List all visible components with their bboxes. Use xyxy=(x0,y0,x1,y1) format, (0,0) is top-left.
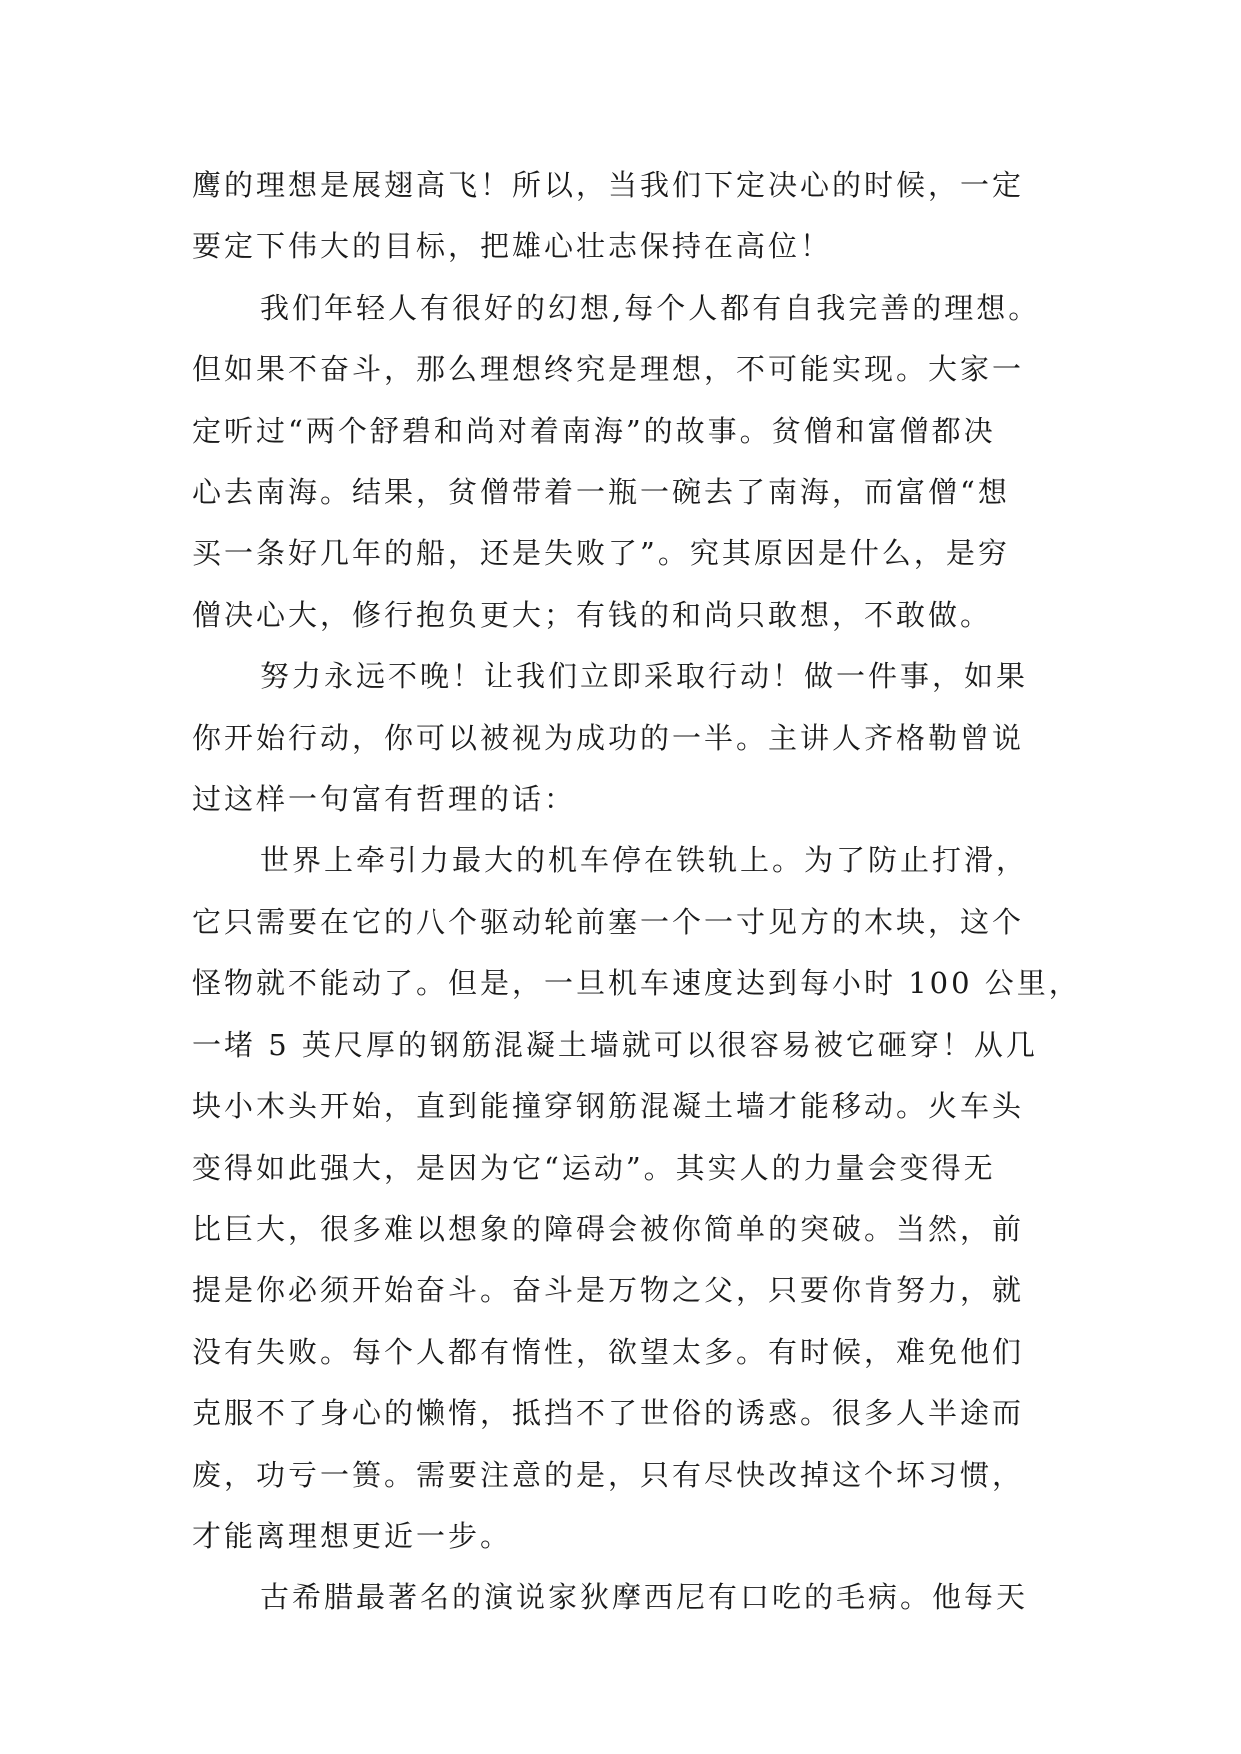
document-body xyxy=(192,155,1081,1629)
text-line: 它只需要在它的八个驱动轮前塞一个一寸见方的木块，这个 xyxy=(192,904,1025,939)
paragraph-first-line: 努力永远不晚！让我们立即采取行动！做一件事，如果 xyxy=(260,659,1029,694)
text-line: 变得如此强大，是因为它“运动”。其实人的力量会变得无 xyxy=(192,1150,996,1185)
text-line: 但如果不奋斗，那么理想终究是理想，不可能实现。大家一 xyxy=(192,352,1025,387)
text-line: 废，功亏一篑。需要注意的是，只有尽快改掉这个坏习惯， xyxy=(192,1457,1025,1492)
text-line: 过这样一句富有哲理的话： xyxy=(192,782,577,817)
text-line: 克服不了身心的懒惰，抵挡不了世俗的诱惑。很多人半途而 xyxy=(192,1396,1025,1431)
text-line: 比巨大，很多难以想象的障碍会被你简单的突破。当然，前 xyxy=(192,1211,1025,1246)
paragraph-first-line: 世界上牵引力最大的机车停在铁轨上。为了防止打滑， xyxy=(260,843,1029,878)
paragraph-first-line: 古希腊最著名的演说家狄摩西尼有口吃的毛病。他每天 xyxy=(260,1580,1029,1615)
text-line: 买一条好几年的船，还是失败了”。究其原因是什么，是穷 xyxy=(192,536,1010,571)
text-line: 心去南海。结果，贫僧带着一瓶一碗去了南海，而富僧“想 xyxy=(192,475,1010,510)
text-line: 定听过“两个舒碧和尚对着南海”的故事。贫僧和富僧都决 xyxy=(192,413,996,448)
text-line: 僧决心大，修行抱负更大；有钱的和尚只敢想，不敢做。 xyxy=(192,597,993,632)
text-line: 你开始行动，你可以被视为成功的一半。主讲人齐格勒曾说 xyxy=(192,720,1025,755)
text-line: 要定下伟大的目标，把雄心壮志保持在高位！ xyxy=(192,229,833,264)
paragraph-first-line: 我们年轻人有很好的幻想,每个人都有自我完善的理想。 xyxy=(260,290,1041,325)
text-line: 块小木头开始，直到能撞穿钢筋混凝土墙才能移动。火车头 xyxy=(192,1089,1025,1124)
text-line: 怪物就不能动了。但是，一旦机车速度达到每小时 100 公里， xyxy=(192,966,1081,1001)
text-line: 没有失败。每个人都有惰性，欲望太多。有时候，难免他们 xyxy=(192,1334,1025,1369)
text-line: 鹰的理想是展翅高飞！所以，当我们下定决心的时候，一定 xyxy=(192,168,1025,202)
text-line: 才能离理想更近一步。 xyxy=(192,1518,513,1553)
text-line: 一堵 5 英尺厚的钢筋混凝土墙就可以很容易被它砸穿！从几 xyxy=(192,1027,1038,1062)
text-line: 提是你必须开始奋斗。奋斗是万物之父，只要你肯努力，就 xyxy=(192,1273,1025,1308)
